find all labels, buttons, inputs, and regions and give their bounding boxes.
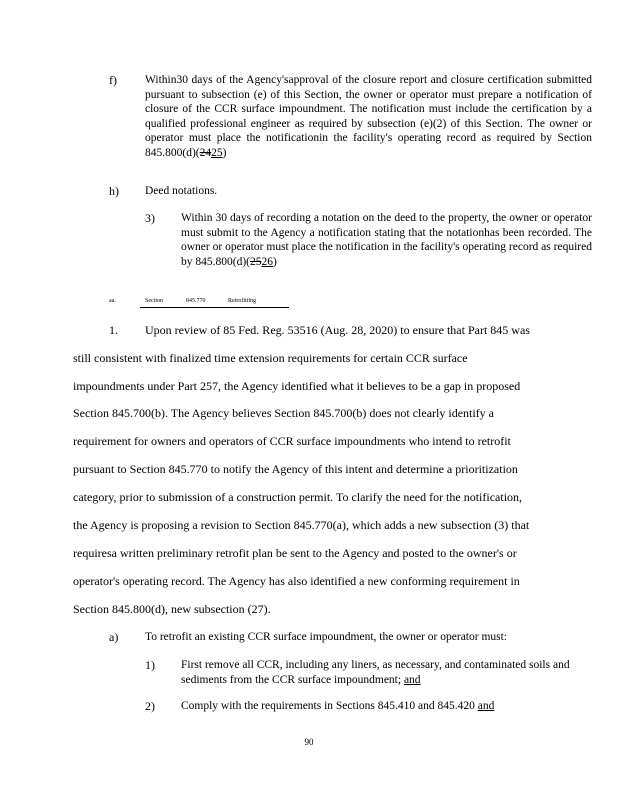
paragraph-1-line: Section 845.800(d), new subsection (27). xyxy=(73,602,271,616)
paragraph-1-line: the Agency is proposing a revision to Section 845.770(a), which adds a new subsection (3) that xyxy=(73,518,530,532)
item-f-text xyxy=(145,73,592,161)
item-h3-body: Within 30 days of recording a notation on the deed to the property, the owner or operator must submit to the Agency a notification stating that the notationhas been recorded. The owner or operator must place the notification in the facility's operating record as required by 845.800(d)( xyxy=(181,212,592,268)
item-f-added-ref: 25 xyxy=(211,146,223,159)
paragraph-1-line: still consistent with finalized time extension requirements for certain CCR surface xyxy=(73,351,468,365)
page-number: 90 xyxy=(304,737,314,747)
item-a-label: a) xyxy=(109,630,119,644)
item-a2-text xyxy=(181,699,592,714)
item-a2-body: Comply with the requirements in Sections 845.410 and 845.420 xyxy=(181,700,475,712)
item-h3-added-ref: 26 xyxy=(261,255,273,268)
item-a1-added-word: and xyxy=(403,673,421,686)
small-heading-rule xyxy=(140,307,289,308)
paragraph-1-line: requirement for owners and operators of CCR surface impoundments who intend to retrofit xyxy=(73,434,511,448)
small-heading-section: Section xyxy=(145,298,163,304)
item-a2-label: 2) xyxy=(145,699,155,713)
item-h3-struck-ref: 25 xyxy=(250,255,262,268)
paragraph-1-label: 1. xyxy=(109,323,118,337)
item-a2-added-word: and xyxy=(477,700,495,712)
small-heading-label: aa. xyxy=(109,298,116,304)
paragraph-1-line: pursuant to Section 845.770 to notify the Agency of this intent and determine a prioritization xyxy=(73,462,518,476)
paragraph-1-line: Upon review of 85 Fed. Reg. 53516 (Aug. 28, 2020) to ensure that Part 845 was xyxy=(145,323,530,337)
item-f-struck-ref: 24 xyxy=(199,146,212,159)
item-h3-label: 3) xyxy=(145,211,155,225)
item-f-body: Within30 days of the Agency'sapproval of the closure report and closure certification submitted pursuant to subsection (e) of this Section, the owner or operator must prepare a notification of closure of the CCR surface impoundment. The notification must include the certification by a qualified professional engineer as required by subsection (e)(2) of this Section. The owner or operator must place the notificationin the facility's operating record as required by Section 845.800(d)( xyxy=(145,74,592,159)
item-a1-label: 1) xyxy=(145,658,155,672)
item-h-label: h) xyxy=(109,184,119,198)
item-h3-end: ) xyxy=(273,255,277,268)
small-heading-title: Retrofitting xyxy=(228,298,256,304)
item-a1-text xyxy=(181,658,592,687)
paragraph-1-line: category, prior to submission of a construction permit. To clarify the need for the notification, xyxy=(73,490,523,504)
item-h-text: Deed notations. xyxy=(145,185,218,197)
paragraph-1-line: impoundments under Part 257, the Agency identified what it believes to be a gap in proposed xyxy=(73,379,521,393)
paragraph-1-line: operator's operating record. The Agency has also identified a new conforming requirement in xyxy=(73,574,520,588)
item-f-label: f) xyxy=(109,73,117,87)
item-f-end: ) xyxy=(222,146,227,159)
item-a-text: To retrofit an existing CCR surface impoundment, the owner or operator must: xyxy=(145,631,508,643)
paragraph-1-line: requiresa written preliminary retrofit plan be sent to the Agency and posted to the owner's or xyxy=(73,546,517,560)
item-h3-text xyxy=(181,211,592,269)
small-heading-number: 845.770 xyxy=(186,298,206,304)
item-a1-body: First remove all CCR, including any liners, as necessary, and contaminated soils and sediments from the CCR surface impoundment; xyxy=(181,659,570,686)
paragraph-1-line: Section 845.700(b). The Agency believes Section 845.700(b) does not clearly identify a xyxy=(73,406,495,420)
